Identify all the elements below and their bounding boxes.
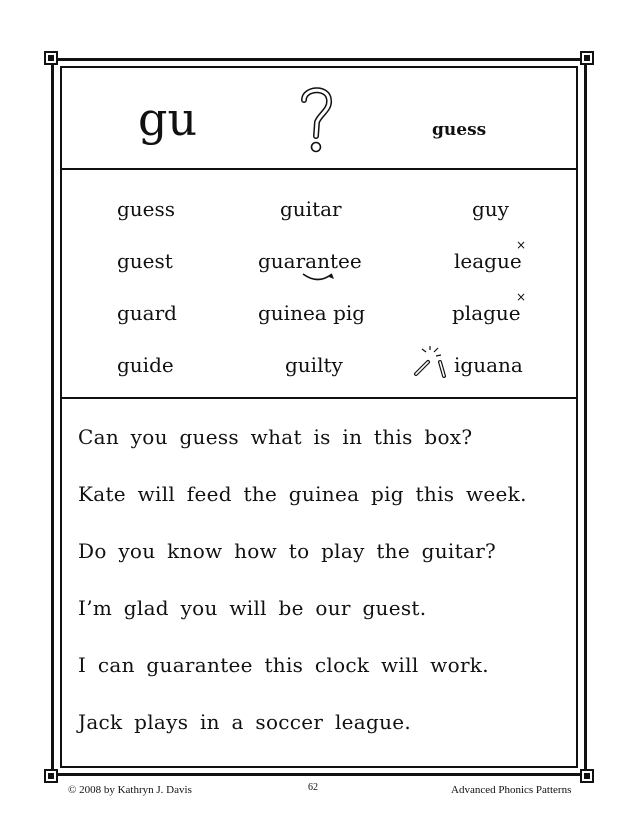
sentence-item: Can you guess what is in this box? xyxy=(78,425,473,449)
silent-e-x-mark: × xyxy=(516,238,527,252)
word-item: guitar xyxy=(280,197,342,221)
word-item: guide xyxy=(117,353,174,377)
silent-e-x-mark: × xyxy=(516,290,527,304)
word-item: iguana xyxy=(454,353,523,377)
corner-ornament-icon xyxy=(580,769,594,783)
word-item: guinea pig xyxy=(258,301,366,325)
page-number: 62 xyxy=(308,782,318,793)
corner-ornament-icon xyxy=(44,769,58,783)
pattern-header xyxy=(62,70,576,168)
corner-ornament-icon xyxy=(44,51,58,65)
sentence-item: I can guarantee this clock will work. xyxy=(78,653,489,677)
corner-ornament-icon xyxy=(580,51,594,65)
word-item: league xyxy=(454,249,522,273)
word-item: guilty xyxy=(285,353,343,377)
syllable-arc-mark xyxy=(300,270,336,289)
pattern-title: gu xyxy=(138,92,198,146)
word-item: guarantee xyxy=(258,249,362,273)
word-item: guess xyxy=(117,197,176,221)
copyright-notice: © 2008 by Kathryn J. Davis xyxy=(68,784,192,796)
sentence-item: I’m glad you will be our guest. xyxy=(78,596,427,620)
header-divider xyxy=(62,168,576,170)
words-divider xyxy=(62,397,576,399)
sentence-item: Do you know how to play the guitar? xyxy=(78,539,497,563)
sentence-item: Jack plays in a soccer league. xyxy=(78,710,412,734)
question-mark-icon xyxy=(296,82,336,160)
word-item: plague xyxy=(452,301,521,325)
sentence-item: Kate will feed the guinea pig this week. xyxy=(78,482,527,506)
magic-wand-icon xyxy=(412,344,450,382)
word-item: guest xyxy=(117,249,173,273)
book-title: Advanced Phonics Patterns xyxy=(451,784,572,796)
keyword-label: guess xyxy=(432,120,487,140)
word-item: guard xyxy=(117,301,177,325)
word-item: guy xyxy=(472,197,509,221)
